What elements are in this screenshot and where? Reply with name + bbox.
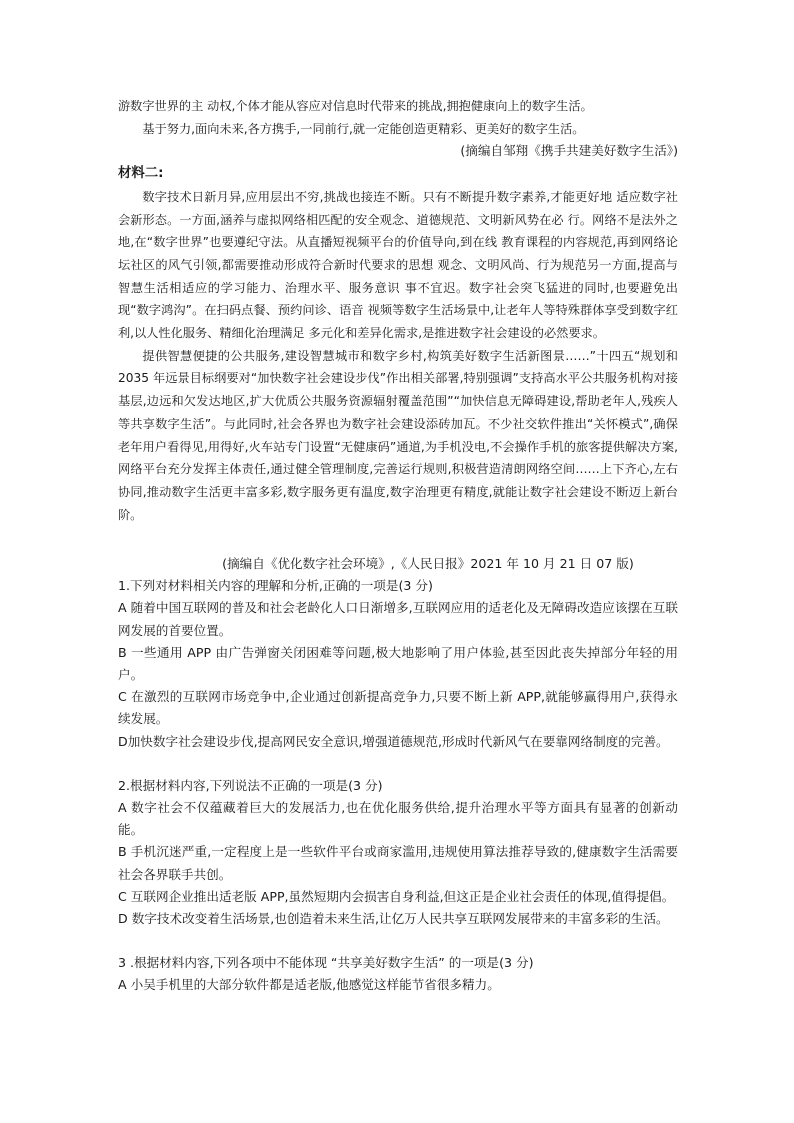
questions-section — [118, 553, 678, 997]
option-c: C 在激烈的互联网市场竞争中,企业通过创新提高竞争力,只要不断上新 APP,就能够赢得用户,获得永续发展。 — [118, 689, 678, 727]
question-3 — [118, 952, 678, 996]
spacer — [118, 753, 678, 775]
question-2 — [118, 775, 678, 930]
material1-tail-line2: 基于努力,面向未来,各方携手,一同前行,就一定能创造更精彩、更美好的数字生活。 — [142, 121, 585, 136]
option-b: B 一些通用 APP 由广告弹窗关闭困难等问题,极大地影响了用户体验,甚至因此丧失掉部分年轻的用户。 — [118, 644, 678, 683]
reading-materials — [118, 95, 678, 526]
material2-heading: 材料二: — [118, 166, 164, 182]
material1-source: (摘编自邹翔《携手共建美好数字生活》) — [460, 143, 678, 159]
question-stem: 3 .根据材料内容,下列各项中不能体现 “共享美好数字生活” 的一项是(3 分) — [118, 955, 534, 971]
option-a: A 数字社会不仅蕴藏着巨大的发展活力,也在优化服务供给,提升治理水平等方面具有显著的创新动能。 — [118, 800, 678, 838]
option-a: A 随着中国互联网的普及和社会老龄化人口日渐增多,互联网应用的适老化及无障碍改造应该摆在互联网发展的首要位置。 — [118, 600, 678, 638]
material2-paragraph-1: 数字技术日新月异,应用层出不穷,挑战也接连不断。只有不断提升数字素养,才能更好地 适应数字社会新形态。一方面,涵养与虚拟网络相匹配的安全观念、道德规范、文明新风势在必 行。网络不是法外之地,在“数字世界”也要遵纪守法。从直播短视频平台的价值导向,到在线 教育课程的内容规范,再到网络论坛社区的风气引领,都需要推动形成符合新时代要求的思想 观念、文明风尚、行为规范另一方面,提高与智慧生活相适应的学习能力、治理水平、服务意识 事不宜迟。数字社会突飞猛进的同时,也要避免出现“数字鸿沟”。在扫码点餐、预约问诊、语音 视频等数字生活场景中,让老年人等特殊群体享受到数字红利,以人性化服务、精细化治理满足 多元化和差异化需求,是推进数字社会建设的必然要求。 — [118, 189, 678, 341]
question-stem: 2.根据材料内容,下列说法不正确的一项是(3 分) — [118, 777, 383, 793]
option-d: D加快数字社会建设步伐,提高网民安全意识,增强道德规范,形成时代新风气在要靠网络制度的完善。 — [118, 733, 669, 749]
question-stem: 1.下列对材料相关内容的理解和分析,正确的一项是(3 分) — [118, 578, 433, 594]
material2-paragraph-2: 提供智慧便捷的公共服务,建设智慧城市和数字乡村,构筑美好数字生活新图景……”十四五“规划和 2035 年远景目标纲要对“加快数字社会建设步伐”作出相关部署,特别强调”支持高水平公共服务机构对接基层,边远和欠发达地区,扩大优质公共服务资源辐射覆盖范围”“加快信息无障碍建设,帮助老年人,残疾人等共享数字生活”。与此同时,社会各界也为数字社会建设添砖加瓦。不少社交软件推出“关怀模式”,确保老年用户看得见,用得好,火车站专门设置“无健康码”通道,为手机没电,不会操作手机的旅客提供解决方案,网络平台充分发挥主体责任,通过健全管理制度,完善运行规则,积极营造清朗网络空间……上下齐心,左右协同,推动数字生活更丰富多彩,数字服务更有温度,数字治理更有精度,就能让数字社会建设不断迈上新台阶。 — [118, 348, 678, 522]
option-a: A 小吴手机里的大部分软件都是适老版,他感觉这样能节省很多精力。 — [118, 977, 500, 993]
option-d: D 数字技术改变着生活场景,也创造着未来生活,让亿万人民共享互联网发展带来的丰富多彩的生活。 — [118, 911, 669, 927]
option-b: B 手机沉迷严重,一定程度上是一些软件平台或商家滥用,违规使用算法推荐导致的,健康数字生活需要社会各界联手共创。 — [118, 844, 678, 882]
material2-source: (摘编自《优化数字社会环境》,《人民日报》2021 年 10 月 21 日 07 版) — [222, 556, 634, 571]
spacer — [118, 930, 678, 952]
option-c: C 互联网企业推出适老版 APP,虽然短期内会损害自身利益,但这正是企业社会责任的体现,值得提倡。 — [118, 888, 675, 904]
material1-tail-line1: 游数字世界的主 动权,个体才能从容应对信息时代带来的挑战,拥抱健康向上的数字生活。 — [118, 99, 593, 113]
question-1 — [118, 575, 678, 753]
